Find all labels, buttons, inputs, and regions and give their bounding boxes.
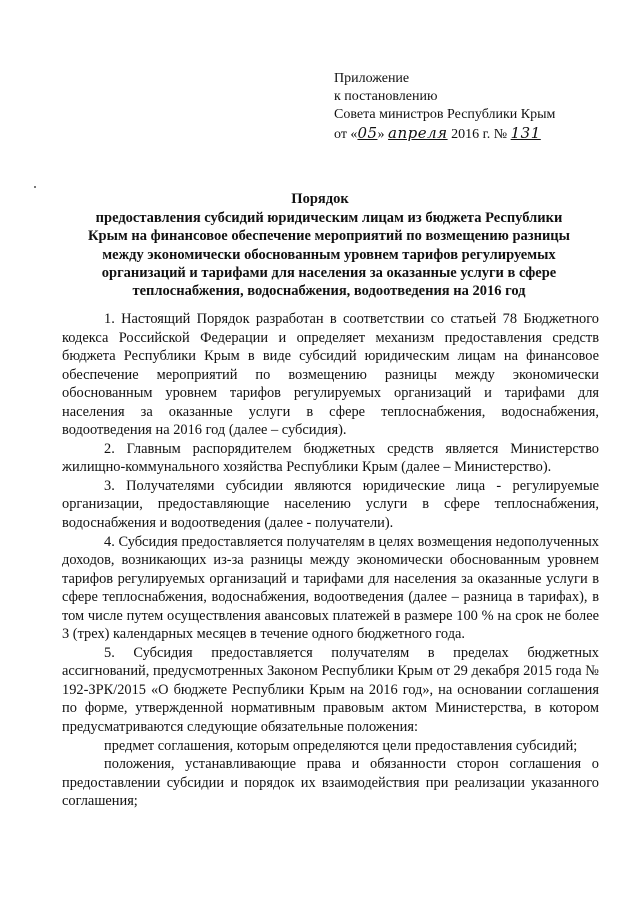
appendix-label: Приложение bbox=[334, 71, 410, 86]
paragraph-5-item-subject: предмет соглашения, которым определяются цели предоставления субсидий; bbox=[104, 737, 578, 754]
handwritten-month: апреля bbox=[388, 124, 448, 142]
scan-artifact-dot bbox=[34, 186, 36, 188]
paragraph-3: 3. Получателями субсидии являются юридические лица - регулируемые организации, предоставляющие населению услуги в сфере теплоснабжения, водоснабжения и водоотведения (далее - получатели). bbox=[62, 477, 599, 532]
paragraph-4: 4. Субсидия предоставляется получателям в целях возмещения недополученных доходов, возникающих из-за разницы между экономически обоснованным уровнем тарифов регулируемых организаций и тарифами для населения за оказанные услуги в сфере теплоснабжения, водоснабжения, водоотведения (далее – разница в тарифах), в том числе путем осуществления авансовых платежей в размере 100 % на срок не более 3 (трех) календарных месяцев в течение одного бюджетного года. bbox=[62, 533, 599, 643]
appendix-issuer: Совета министров Республики Крым bbox=[334, 107, 556, 122]
appendix-block bbox=[334, 70, 624, 144]
handwritten-number: 131 bbox=[510, 124, 541, 142]
paragraph-2: 2. Главным распорядителем бюджетных средств является Министерство жилищно-коммунального хозяйства Республики Крым (далее – Министерство). bbox=[62, 440, 599, 476]
document-title bbox=[60, 190, 580, 300]
paragraph-1: 1. Настоящий Порядок разработан в соответствии со статьей 78 Бюджетного кодекса Российской Федерации и определяет механизм предоставления средств бюджета Республики Крым в виде субсидий юридическим лицам на финансовое обеспечение мероприятий по возмещению разницы между экономически обоснованным уровнем тарифов регулируемых организаций и тарифами для населения за оказанные услуги в сфере теплоснабжения, водоснабжения, водоотведения на 2016 год (далее – субсидия). bbox=[62, 311, 599, 439]
handwritten-day: 05 bbox=[357, 124, 378, 142]
date-year: 2016 г. № bbox=[447, 127, 511, 142]
title-subtitle: предоставления субсидий юридическим лицам из бюджета Республики Крым на финансовое обеспечение мероприятий по возмещению разницы между экономически обоснованным уровнем тарифов регулируемых организаций и тарифами для населения за оказанные услуги в сфере теплоснабжения, водоснабжения, водоотведения на 2016 год bbox=[88, 210, 570, 300]
date-mid: » bbox=[377, 127, 389, 142]
title-heading: Порядок bbox=[291, 191, 349, 207]
appendix-date-line bbox=[334, 124, 624, 144]
paragraph-5-item-rights: положения, устанавливающие права и обязанности сторон соглашения о предоставлении субсидии и порядок их взаимодействия при реализации указанного соглашения; bbox=[62, 756, 599, 810]
document-body bbox=[62, 310, 599, 811]
paragraph-5: 5. Субсидия предоставляется получателям в пределах бюджетных ассигнований, предусмотренных Законом Республики Крым от 29 декабря 2015 года № 192-ЗРК/2015 «О бюджете Республики Крым на 2016 год», на основании соглашения по форме, утвержденной нормативным правовым актом Министерства, в котором предусматриваются следующие обязательные положения: bbox=[62, 644, 599, 736]
date-prefix: от « bbox=[334, 127, 358, 142]
appendix-to-resolution: к постановлению bbox=[334, 89, 438, 104]
